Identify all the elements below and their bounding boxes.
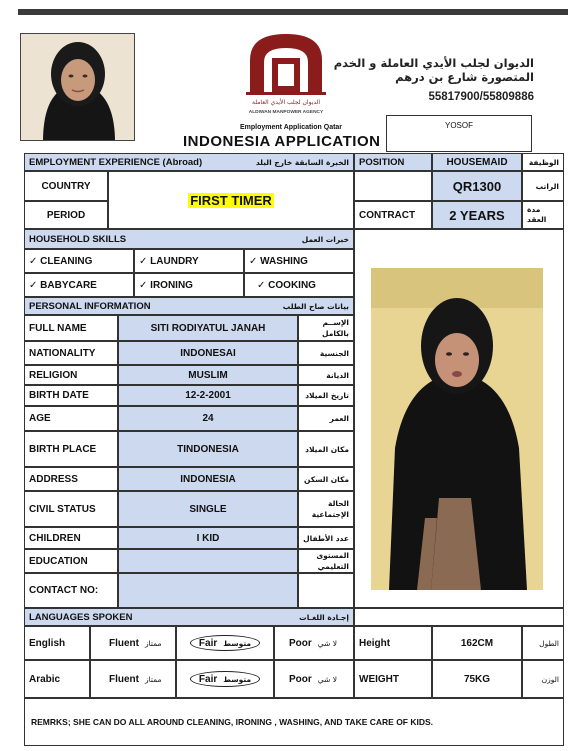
personal-label-ar: الجنسية bbox=[298, 341, 354, 365]
personal-value: SITI RODIYATUL JANAH bbox=[118, 315, 298, 341]
skill-laundry bbox=[134, 249, 244, 273]
logo-subtitle-ar: الديوان لجلب الأيدي العاملة bbox=[251, 99, 321, 106]
poor-option bbox=[274, 626, 354, 660]
metric-label-ar: الوزن bbox=[522, 660, 564, 698]
fluent-label: Fluent bbox=[109, 673, 139, 685]
personal-label: EDUCATION bbox=[24, 549, 118, 573]
fluent-label-ar: ممتاز bbox=[145, 638, 162, 648]
language-name: English bbox=[24, 626, 90, 660]
applicant-photo-small bbox=[20, 33, 135, 141]
personal-label-ar: الحالة الإجتماعية bbox=[298, 491, 354, 527]
skill-babycare bbox=[24, 273, 134, 297]
personal-value: 12-2-2001 bbox=[118, 385, 298, 406]
personal-label-ar: مكان السكن bbox=[298, 467, 354, 491]
skill-label: CLEANING bbox=[40, 255, 93, 267]
personal-label: AGE bbox=[24, 406, 118, 431]
check-icon: ✓ bbox=[139, 255, 148, 267]
first-timer-text: FIRST TIMER bbox=[190, 192, 272, 208]
contract-label: CONTRACT bbox=[354, 201, 432, 229]
personal-label: CHILDREN bbox=[24, 527, 118, 549]
personal-label: CIVIL STATUS bbox=[24, 491, 118, 527]
personal-label: FULL NAME bbox=[24, 315, 118, 341]
salary-label-ar: الراتب bbox=[522, 171, 564, 201]
logo-subtitle-en: ALDIWAN MANPOWER AGENCY bbox=[248, 110, 324, 115]
personal-label-ar: الديانة bbox=[298, 365, 354, 385]
applicant-photo-full bbox=[371, 268, 543, 590]
first-timer-cell bbox=[108, 171, 354, 229]
languages-header-label: LANGUAGES SPOKEN bbox=[29, 611, 133, 623]
personal-value: INDONESIA bbox=[118, 467, 298, 491]
languages-header bbox=[24, 608, 354, 626]
fluent-option bbox=[90, 626, 176, 660]
agency-line-2: المتصورة شارع بن درهم bbox=[395, 70, 534, 84]
metric-label-ar: الطول bbox=[522, 626, 564, 660]
experience-header-ar: الخبرة السابقة خارج البلد bbox=[255, 157, 349, 167]
contract-value: 2 YEARS bbox=[432, 201, 522, 229]
agency-name-ar bbox=[334, 56, 534, 84]
personal-header-ar: بيانات صاح الطلب bbox=[282, 301, 349, 311]
personal-label: BIRTH PLACE bbox=[24, 431, 118, 467]
metric-label: Height bbox=[354, 626, 432, 660]
metric-value: 75KG bbox=[432, 660, 522, 698]
reference-box: YOSOF bbox=[386, 115, 532, 152]
check-icon: ✓ bbox=[249, 255, 258, 267]
personal-label-ar: العمر bbox=[298, 406, 354, 431]
personal-label-ar: تاريخ الميلاد bbox=[298, 385, 354, 406]
skill-cleaning bbox=[24, 249, 134, 273]
top-rule bbox=[18, 9, 568, 15]
personal-label-ar: الإســم بالكامل bbox=[298, 315, 354, 341]
fair-label-ar: متوسط bbox=[223, 638, 252, 648]
skills-header-ar: خبرات العمل bbox=[301, 234, 349, 244]
personal-label: BIRTH DATE bbox=[24, 385, 118, 406]
skill-label: BABYCARE bbox=[40, 279, 97, 291]
poor-label: Poor bbox=[289, 673, 312, 685]
metric-label: WEIGHT bbox=[354, 660, 432, 698]
personal-label-ar: عدد الأطفال bbox=[298, 527, 354, 549]
check-icon: ✓ bbox=[29, 255, 38, 267]
salary-value: QR1300 bbox=[432, 171, 522, 201]
personal-label: ADDRESS bbox=[24, 467, 118, 491]
fluent-label-ar: ممتاز bbox=[145, 674, 162, 684]
personal-value bbox=[118, 549, 298, 573]
personal-value: 24 bbox=[118, 406, 298, 431]
fair-selected-oval bbox=[190, 635, 260, 651]
agency-phone: 55817900/55809886 bbox=[428, 91, 534, 103]
personal-label: CONTACT NO: bbox=[24, 573, 118, 608]
poor-option bbox=[274, 660, 354, 698]
poor-label-ar: لا شي bbox=[317, 638, 337, 648]
fair-option bbox=[176, 626, 274, 660]
personal-value: I KID bbox=[118, 527, 298, 549]
skill-cooking bbox=[244, 273, 354, 297]
salary-blank bbox=[354, 171, 432, 201]
experience-header-label: EMPLOYMENT EXPERIENCE (Abroad) bbox=[29, 156, 203, 168]
language-name: Arabic bbox=[24, 660, 90, 698]
personal-label: NATIONALITY bbox=[24, 341, 118, 365]
application-subtitle: Employment Application Qatar bbox=[240, 124, 343, 131]
personal-label-ar: مكان الميلاد bbox=[298, 431, 354, 467]
skill-label: IRONING bbox=[150, 279, 193, 291]
experience-header bbox=[24, 153, 354, 171]
poor-label: Poor bbox=[289, 637, 312, 649]
personal-header bbox=[24, 297, 354, 315]
agency-line-1: الديوان لجلب الأيدي العاملة و الخدم bbox=[333, 56, 534, 70]
agency-logo bbox=[242, 30, 330, 118]
personal-value: INDONESAI bbox=[118, 341, 298, 365]
fair-selected-oval bbox=[190, 671, 260, 687]
fair-option bbox=[176, 660, 274, 698]
personal-value bbox=[118, 573, 298, 608]
personal-header-label: PERSONAL INFORMATION bbox=[29, 300, 151, 312]
languages-header-blank bbox=[354, 608, 564, 626]
metric-value: 162CM bbox=[432, 626, 522, 660]
check-icon: ✓ bbox=[139, 279, 148, 291]
position-value: HOUSEMAID bbox=[432, 153, 522, 171]
skill-ironing bbox=[134, 273, 244, 297]
skill-washing bbox=[244, 249, 354, 273]
skill-label: COOKING bbox=[268, 279, 316, 291]
country-label: COUNTRY bbox=[24, 171, 108, 201]
fluent-option bbox=[90, 660, 176, 698]
remarks: REMRKS; SHE CAN DO ALL AROUND CLEANING, IRONING , WASHING, AND TAKE CARE OF KIDS. bbox=[24, 698, 564, 746]
fluent-label: Fluent bbox=[109, 637, 139, 649]
position-label-ar: الوظيفة bbox=[522, 153, 564, 171]
personal-value: TINDONESIA bbox=[118, 431, 298, 467]
skill-label: LAUNDRY bbox=[150, 255, 199, 267]
check-icon: ✓ bbox=[257, 279, 266, 291]
skills-header bbox=[24, 229, 354, 249]
skill-label: WASHING bbox=[260, 255, 308, 267]
application-title: INDONESIA APPLICATION bbox=[183, 133, 381, 150]
personal-label-ar bbox=[298, 573, 354, 608]
position-label: POSITION bbox=[354, 153, 432, 171]
poor-label-ar: لا شي bbox=[317, 674, 337, 684]
languages-header-ar: إجـادة اللغـات bbox=[299, 612, 349, 622]
personal-value: MUSLIM bbox=[118, 365, 298, 385]
period-label: PERIOD bbox=[24, 201, 108, 229]
fair-label: Fair bbox=[198, 673, 218, 685]
personal-value: SINGLE bbox=[118, 491, 298, 527]
contract-label-ar: مدة العقد bbox=[522, 201, 564, 229]
check-icon: ✓ bbox=[29, 279, 38, 291]
fair-label-ar: متوسط bbox=[223, 674, 252, 684]
fair-label: Fair bbox=[198, 637, 218, 649]
personal-label-ar: المستوى التعليمي bbox=[298, 549, 354, 573]
personal-label: RELIGION bbox=[24, 365, 118, 385]
skills-header-label: HOUSEHOLD SKILLS bbox=[29, 233, 127, 245]
